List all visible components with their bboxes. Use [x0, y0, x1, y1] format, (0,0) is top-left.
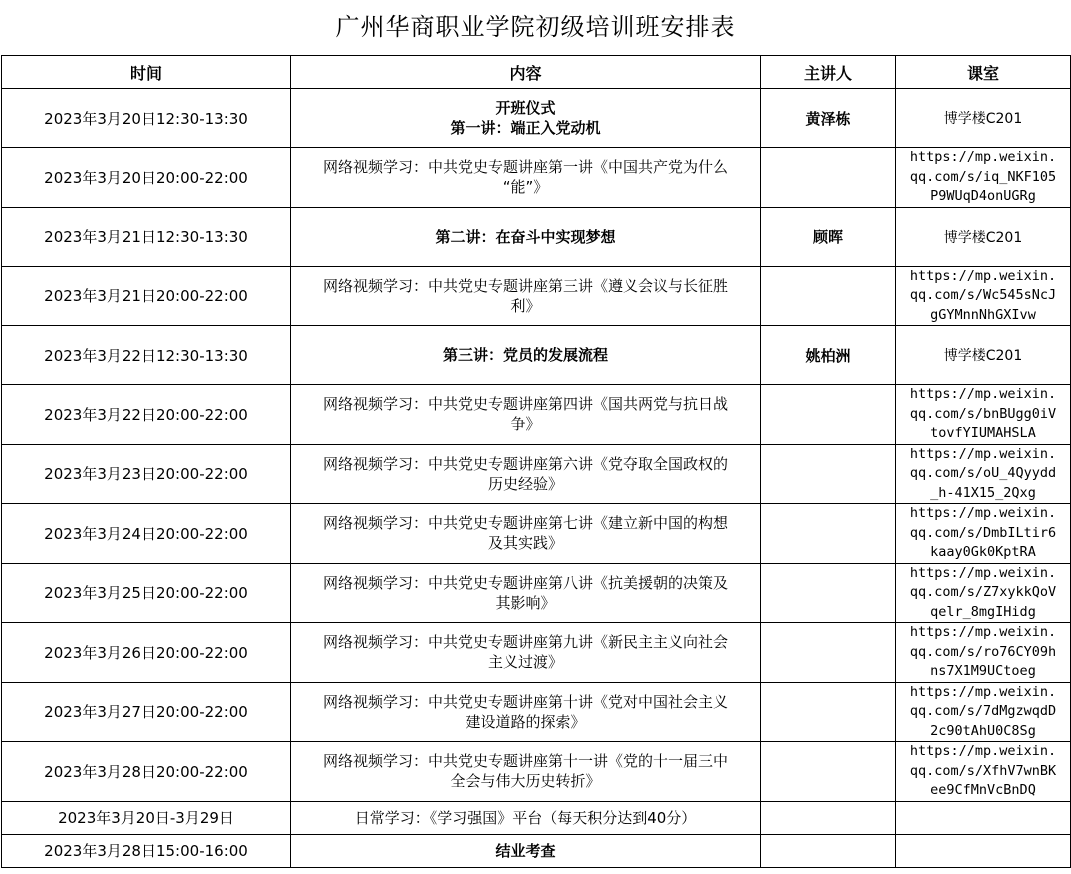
cell-speaker — [761, 504, 896, 564]
link-line: qq.com/s/7dMgzwqdD — [909, 703, 1057, 719]
link-line: https://mp.weixin. — [909, 149, 1057, 165]
content-line: 网络视频学习：中共党史专题讲座第一讲《中国共产党为什么 — [322, 158, 728, 177]
table-row — [2, 148, 1071, 208]
cell-content — [291, 326, 761, 385]
link-line: qq.com/s/iq_NKF105 — [909, 168, 1057, 185]
cell-content — [291, 682, 761, 742]
link-line: https://mp.weixin. — [909, 386, 1057, 402]
cell-speaker: 黄泽栋 — [761, 89, 896, 148]
content-line: 网络视频学习：中共党史专题讲座第十一讲《党的十一届三中 — [322, 752, 728, 771]
cell-content — [291, 563, 761, 623]
cell-time: 2023年3月27日20:00-22:00 — [2, 682, 291, 742]
cell-room: 博学楼C201 — [896, 207, 1071, 266]
cell-speaker — [761, 444, 896, 504]
link-line: tovfYIUMAHSLA — [930, 425, 1036, 441]
link-line: qq.com/s/Z7xykkQoV — [909, 584, 1057, 600]
cell-speaker — [761, 385, 896, 445]
link-line: gGYMnnNhGXIvw — [930, 306, 1036, 323]
table-row — [2, 385, 1071, 445]
table-row — [2, 742, 1071, 802]
cell-speaker — [761, 623, 896, 683]
link-line: qq.com/s/Wc545sNcJ — [909, 287, 1057, 303]
cell-content — [291, 623, 761, 683]
link-line: ns7X1M9UCtoeg — [930, 663, 1036, 679]
content-line: 争》 — [510, 415, 541, 434]
cell-link[interactable] — [896, 444, 1071, 504]
cell-speaker — [761, 742, 896, 802]
link-line: qq.com/s/bnBUgg0iV — [909, 405, 1057, 422]
content-line: 建设道路的探索》 — [465, 712, 586, 731]
table-row — [2, 623, 1071, 683]
content-line: 及其实践》 — [487, 534, 563, 553]
link-line: https://mp.weixin. — [909, 445, 1057, 462]
cell-content — [291, 834, 761, 867]
cell-link[interactable] — [896, 563, 1071, 623]
link-line: https://mp.weixin. — [909, 564, 1057, 581]
cell-link[interactable] — [896, 148, 1071, 208]
header-content: 内容 — [291, 56, 761, 89]
cell-speaker — [761, 834, 896, 867]
content-line: 主义过渡》 — [487, 653, 563, 672]
cell-time: 2023年3月21日20:00-22:00 — [2, 266, 291, 326]
page-title: 广州华商职业学院初级培训班安排表 — [335, 13, 736, 41]
content-line: 网络视频学习：中共党史专题讲座第三讲《遵义会议与长征胜 — [322, 276, 728, 295]
table-row — [2, 89, 1071, 148]
content-line: 开班仪式 — [495, 99, 556, 117]
link-line: qq.com/s/XfhV7wnBK — [909, 762, 1057, 779]
cell-content — [291, 504, 761, 564]
cell-speaker: 姚柏洲 — [761, 326, 896, 385]
cell-link[interactable] — [896, 742, 1071, 802]
content-line: 网络视频学习：中共党史专题讲座第七讲《建立新中国的构想 — [322, 514, 728, 533]
cell-link[interactable] — [896, 623, 1071, 683]
link-line: P9WUqD4onUGRg — [930, 188, 1036, 204]
cell-link[interactable] — [896, 266, 1071, 326]
header-row — [2, 56, 1071, 89]
cell-time: 2023年3月24日20:00-22:00 — [2, 504, 291, 564]
content-line: 第二讲：在奋斗中实现梦想 — [435, 227, 616, 246]
table-row — [2, 563, 1071, 623]
link-line: https://mp.weixin. — [909, 683, 1057, 700]
cell-content — [291, 385, 761, 445]
content-line: 历史经验》 — [487, 474, 563, 493]
cell-speaker — [761, 266, 896, 326]
table-row — [2, 801, 1071, 834]
schedule-body — [2, 89, 1071, 868]
cell-room — [896, 834, 1071, 867]
cell-content — [291, 801, 761, 834]
cell-room — [896, 801, 1071, 834]
cell-speaker — [761, 801, 896, 834]
table-row — [2, 326, 1071, 385]
cell-time: 2023年3月20日20:00-22:00 — [2, 148, 291, 208]
content-line: 第三讲：党员的发展流程 — [442, 346, 608, 364]
cell-link[interactable] — [896, 504, 1071, 564]
content-line: 网络视频学习：中共党史专题讲座第八讲《抗美援朝的决策及 — [322, 573, 728, 592]
link-line: kaay0Gk0KptRA — [930, 544, 1036, 560]
content-line: “能”》 — [502, 178, 549, 197]
table-row — [2, 834, 1071, 867]
cell-content — [291, 207, 761, 266]
cell-content — [291, 148, 761, 208]
table-row — [2, 444, 1071, 504]
cell-content — [291, 266, 761, 326]
cell-speaker — [761, 682, 896, 742]
link-line: qq.com/s/DmbILtir6 — [909, 524, 1057, 541]
header-speaker: 主讲人 — [761, 56, 896, 89]
link-line: 2c90tAhU0C8Sg — [930, 722, 1036, 739]
table-row — [2, 207, 1071, 266]
cell-time: 2023年3月26日20:00-22:00 — [2, 623, 291, 683]
link-line: https://mp.weixin. — [909, 505, 1057, 521]
content-line: 网络视频学习：中共党史专题讲座第四讲《国共两党与抗日战 — [322, 395, 728, 414]
cell-time: 2023年3月25日20:00-22:00 — [2, 563, 291, 623]
link-line: https://mp.weixin. — [909, 624, 1057, 640]
cell-time: 2023年3月22日20:00-22:00 — [2, 385, 291, 445]
link-line: qq.com/s/ro76CY09h — [909, 643, 1057, 660]
cell-time: 2023年3月22日12:30-13:30 — [2, 326, 291, 385]
link-line: qq.com/s/oU_4Qyydd — [909, 465, 1057, 481]
content-line: 利》 — [510, 296, 541, 315]
cell-link[interactable] — [896, 385, 1071, 445]
link-line: _h-41X15_2Qxg — [930, 484, 1036, 501]
cell-speaker — [761, 148, 896, 208]
cell-time: 2023年3月21日12:30-13:30 — [2, 207, 291, 266]
table-row — [2, 682, 1071, 742]
cell-room: 博学楼C201 — [896, 89, 1071, 148]
content-line: 网络视频学习：中共党史专题讲座第十讲《党对中国社会主义 — [322, 692, 728, 711]
cell-time: 2023年3月20日-3月29日 — [2, 801, 291, 834]
cell-time: 2023年3月23日20:00-22:00 — [2, 444, 291, 504]
content-line: 其影响》 — [495, 593, 556, 612]
table-row — [2, 266, 1071, 326]
cell-content — [291, 444, 761, 504]
content-line: 结业考查 — [495, 841, 556, 860]
link-line: https://mp.weixin. — [909, 743, 1057, 759]
content-line: 全会与伟大历史转折》 — [450, 772, 601, 791]
schedule-table — [1, 55, 1071, 868]
link-line: qelr_8mgIHidg — [930, 603, 1036, 620]
cell-time: 2023年3月28日15:00-16:00 — [2, 834, 291, 867]
header-room: 课室 — [896, 56, 1071, 89]
cell-time: 2023年3月20日12:30-13:30 — [2, 89, 291, 148]
cell-room: 博学楼C201 — [896, 326, 1071, 385]
table-row — [2, 504, 1071, 564]
cell-speaker — [761, 563, 896, 623]
content-line: 日常学习：《学习强国》平台（每天积分达到40分） — [354, 808, 697, 827]
cell-speaker: 顾晖 — [761, 207, 896, 266]
link-line: https://mp.weixin. — [909, 267, 1057, 284]
content-line: 第一讲：端正入党动机 — [450, 119, 601, 137]
link-line: ee9CfMnVcBnDQ — [930, 782, 1036, 798]
content-line: 网络视频学习：中共党史专题讲座第九讲《新民主主义向社会 — [322, 633, 728, 652]
cell-time: 2023年3月28日20:00-22:00 — [2, 742, 291, 802]
cell-link[interactable] — [896, 682, 1071, 742]
cell-content — [291, 89, 761, 148]
header-time: 时间 — [2, 56, 291, 89]
content-line: 网络视频学习：中共党史专题讲座第六讲《党夺取全国政权的 — [322, 454, 728, 473]
cell-content — [291, 742, 761, 802]
